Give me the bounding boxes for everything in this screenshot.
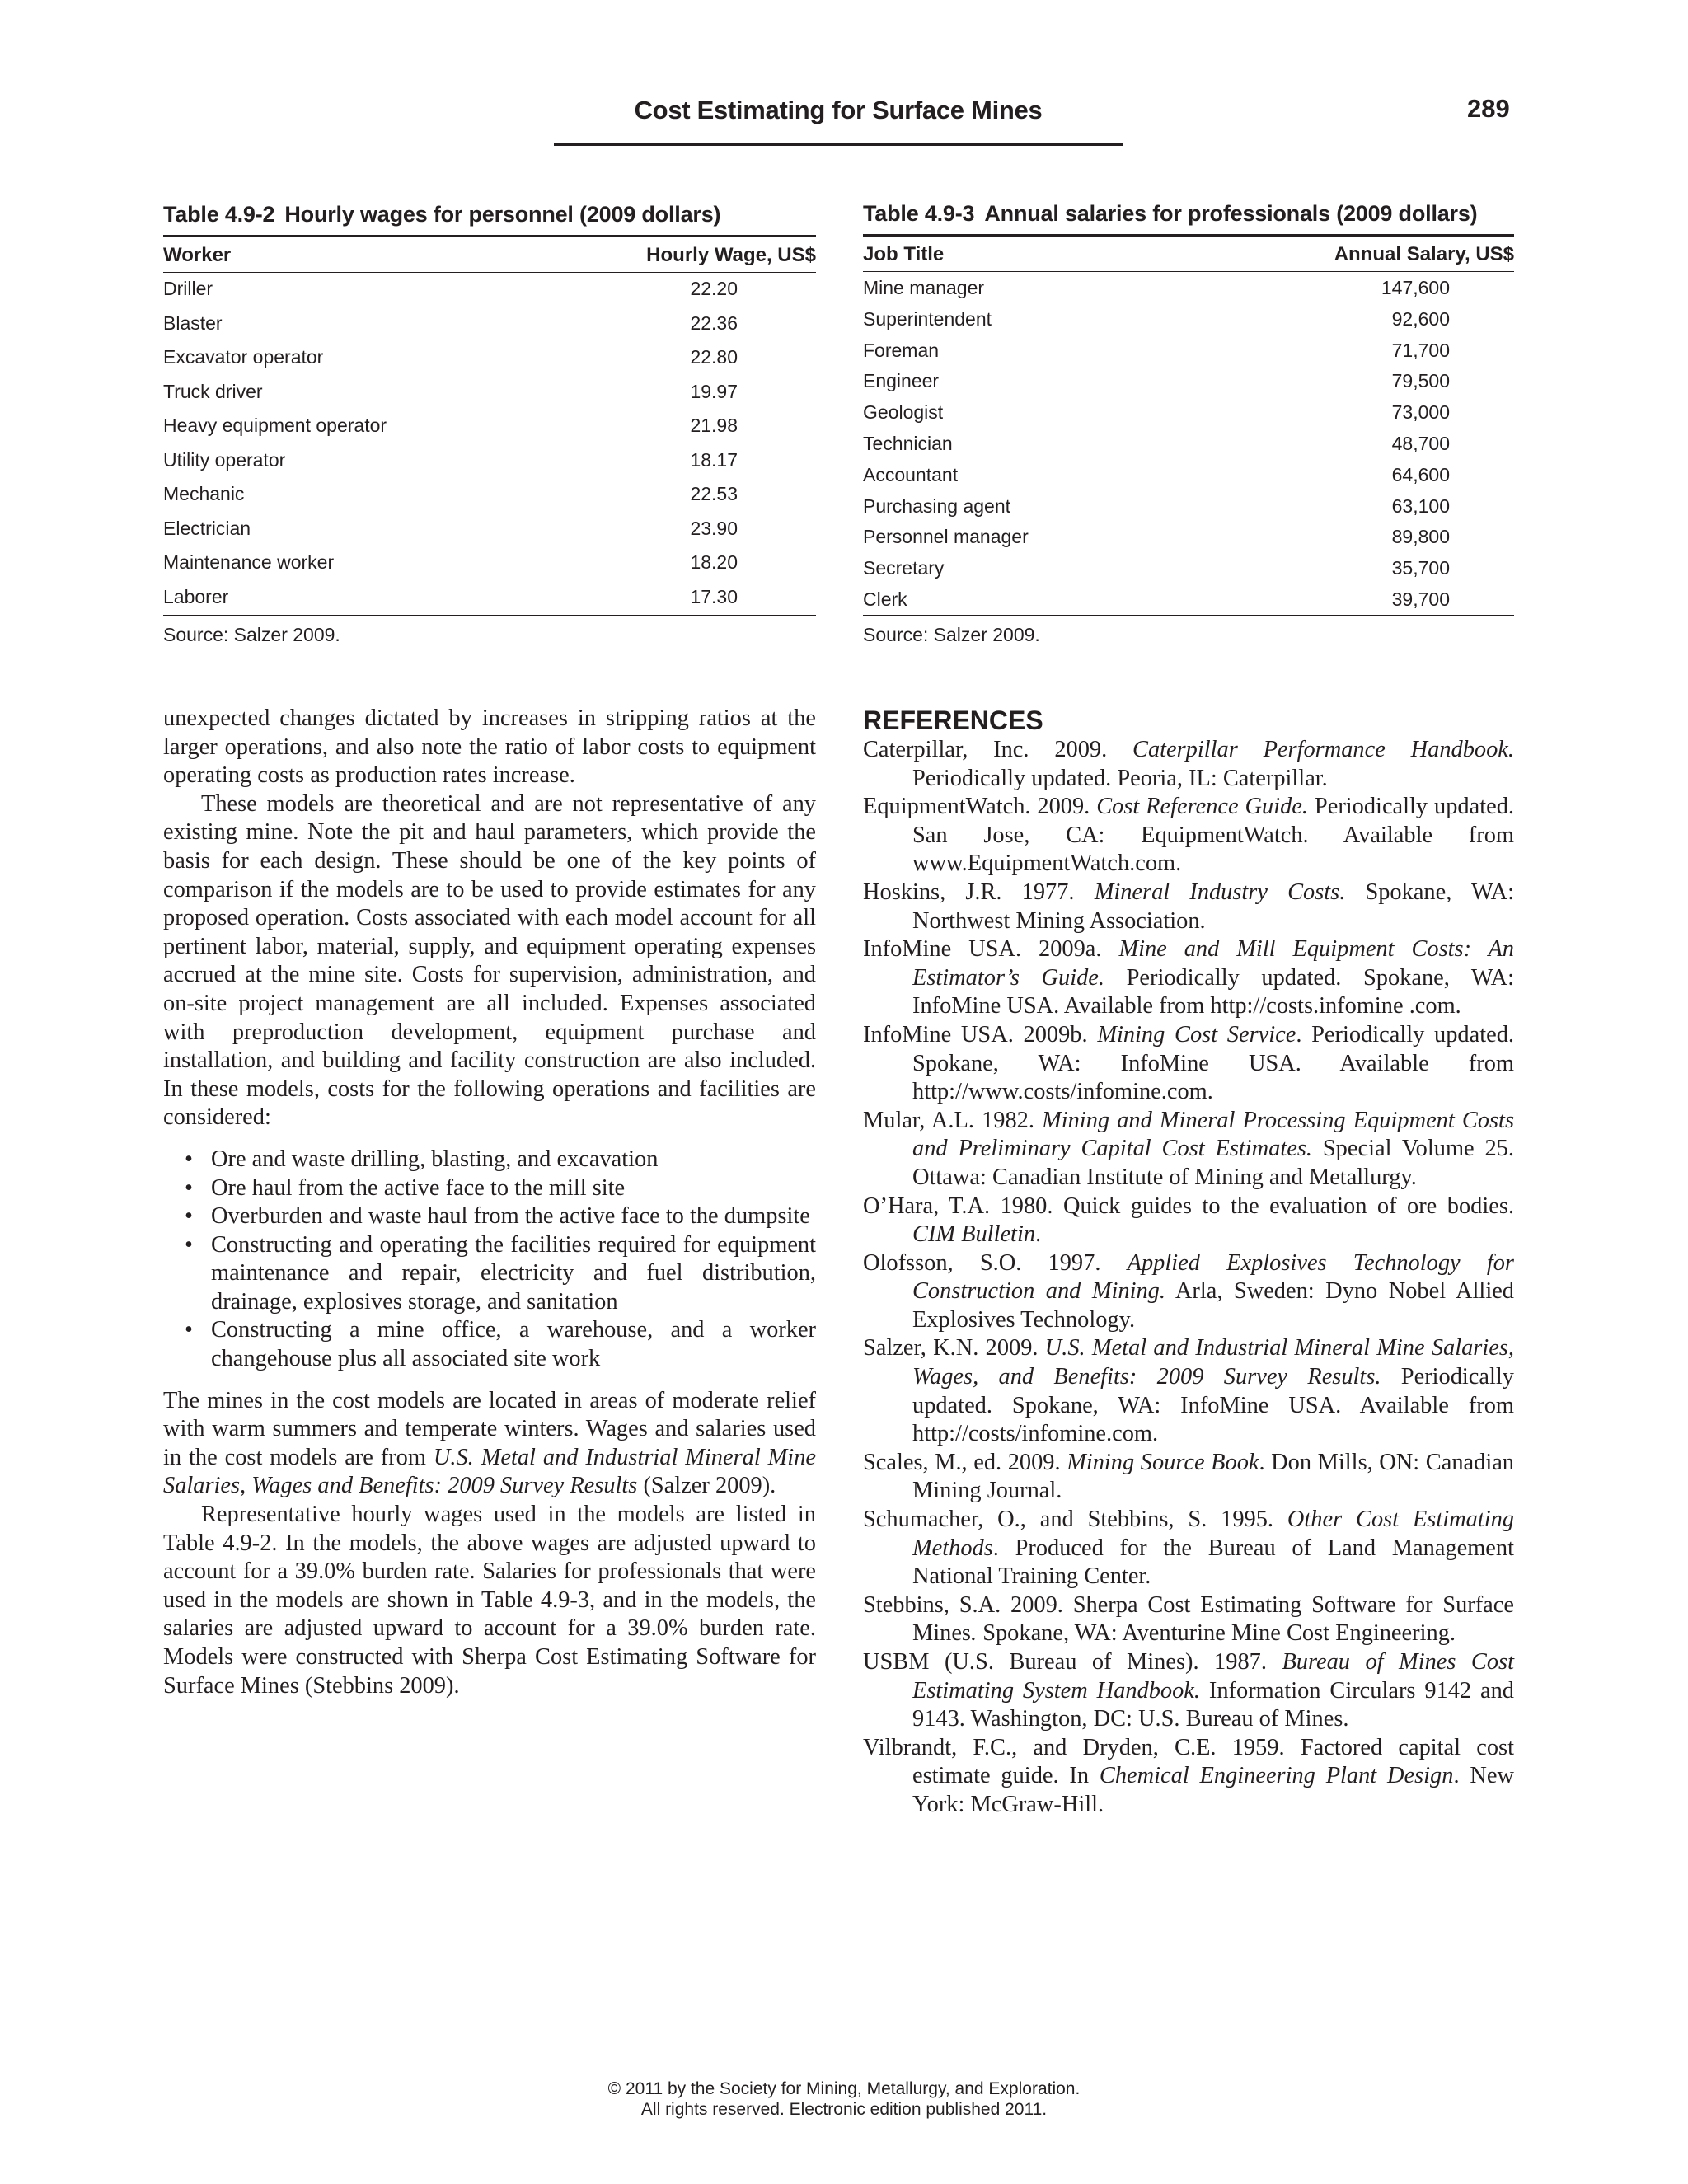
bullet-item [163, 1231, 816, 1317]
bullet-item [163, 1316, 816, 1373]
table-cell-value: 71,700 [1391, 339, 1450, 361]
reference-entry: Mular, A.L. 1982. Mining and Mineral Processing Equipment Costs and Preliminary Capital Cost Estimates. Special Volume 25. Ottawa: Canadian Institute of Mining and Metallurgy. [863, 1107, 1515, 1190]
table-cell-value: 22.20 [690, 278, 738, 299]
table-row [863, 335, 1514, 366]
bullet-marker: • [185, 1231, 193, 1258]
table-cell-value: 18.20 [690, 551, 738, 573]
table-row [863, 459, 1514, 490]
table-cell-label: Mechanic [163, 483, 245, 504]
copyright-footer [0, 2079, 1688, 2120]
table-hourly-wages [163, 202, 816, 646]
table-cell-label: Secretary [863, 557, 945, 579]
body-paragraph: These models are theoretical and are not representative of any existing mine. Note the pit and haul parameters, which provide the basis for each design. These should be one of the key points of comparison if the models are to be used to provide estimates for any proposed operation. Costs associated with each model account for all pertinent labor, material, supply, and equipment operating expenses accrued at the mine site. Costs for supervision, administration, and on-site project management are all included. Expenses associated with preproduction development, equipment purchase and installation, and building and facility construction are also included. In these models, costs for the following operations and facilities are considered: [163, 790, 816, 1131]
table-number: Table 4.9-3 [863, 201, 975, 226]
table-cell-label: Excavator operator [163, 346, 324, 368]
table-source: Source: Salzer 2009. [163, 624, 340, 645]
table-cell-label: Superintendent [863, 307, 992, 330]
table-cell-value: 19.97 [690, 380, 738, 402]
table-body [863, 272, 1514, 615]
table-row [163, 478, 816, 513]
reference-entry: Stebbins, S.A. 2009. Sherpa Cost Estimating Software for Surface Mines. Spokane, WA: Aventurine Mine Cost Engineering. [863, 1591, 1514, 1647]
reference-title: U.S. Metal and Industrial Mineral Mine Salaries, Wages, and Benefits: 2009 Survey Results. [912, 1335, 1514, 1390]
table-row [163, 376, 816, 410]
references-section [863, 705, 1514, 1820]
bullet-marker: • [185, 1146, 193, 1172]
table-row [863, 365, 1514, 396]
running-header [554, 89, 1123, 146]
table-cell-value: 63,100 [1391, 494, 1450, 517]
table-cell-value: 64,600 [1391, 463, 1450, 485]
reference-title: Chemical Engineering Plant Design [1099, 1763, 1454, 1789]
table-row [863, 303, 1514, 335]
table-cell-value: 17.30 [690, 585, 738, 607]
reference-title: Mine and Mill Equipment Costs: An Estimator’s Guide. [912, 936, 1514, 991]
reference-title: Bureau of Mines Cost Estimating System Handbook. [912, 1649, 1514, 1704]
column-header-job-title: Job Title [863, 243, 945, 265]
body-paragraph: The mines in the cost models are located in areas of moderate relief with warm summers and temperate winters. Wages and salaries used in the cost models are from U.S. Metal and Industrial Mineral Mine Salaries, Wages and Benefits: 2009 Survey Results (Salzer 2009). [163, 1387, 816, 1499]
table-title: Hourly wages for personnel (2009 dollars) [284, 202, 721, 227]
reference-title: Mineral Industry Costs. [1094, 879, 1346, 905]
table-cell-value: 79,500 [1391, 370, 1450, 392]
bullet-text: Constructing a mine office, a warehouse, and a worker changehouse plus all associated site work [211, 1317, 816, 1372]
reference-title: Other Cost Estimating Methods [912, 1507, 1514, 1561]
table-cell-value: 73,000 [1391, 401, 1450, 424]
reference-entry: Schumacher, O., and Stebbins, S. 1995. Other Cost Estimating Methods. Produced for the Bureau of Land Management National Training Center. [863, 1507, 1514, 1590]
reference-entry: InfoMine USA. 2009a. Mine and Mill Equipment Costs: An Estimator’s Guide. Periodically updated. Spokane, WA: InfoMine USA. Available from http://costs.infomine .com. [863, 936, 1514, 1019]
table-cell-value: 22.53 [690, 483, 738, 504]
reference-title: . [970, 1620, 978, 1647]
table-cell-label: Blaster [163, 312, 223, 334]
column-header-worker: Worker [163, 244, 232, 266]
reference-title: Applied Explosives Technology for Construction and Mining. [912, 1249, 1514, 1305]
table-title: Annual salaries for professionals (2009 dollars) [984, 201, 1478, 226]
bullet-marker: • [185, 1203, 193, 1230]
table-cell-label: Truck driver [163, 380, 263, 402]
table-cell-label: Engineer [863, 370, 940, 392]
body-left-column [163, 705, 816, 1700]
body-paragraph: Representative hourly wages used in the models are listed in Table 4.9-2. In the models, the above wages are adjusted upward to account for a 39.0% burden rate. Salaries for professionals that were used in the models are shown in Table 4.9-3, and in the models, the salaries are adjusted upward to account for a 39.0% burden rate. Models were constructed with Sherpa Cost Estimating Software for Surface Mines (Stebbins 2009). [163, 1502, 816, 1699]
bullet-item [163, 1174, 816, 1203]
table-cell-label: Driller [163, 278, 213, 299]
bullet-list [163, 1146, 816, 1374]
bullet-text: Constructing and operating the facilities required for equipment maintenance and repair, electricity and fuel distribution, drainage, explosives storage, and sanitation [211, 1231, 816, 1315]
table-row [163, 273, 816, 307]
table-cell-label: Utility operator [163, 448, 286, 471]
table-cell-value: 23.90 [690, 517, 738, 539]
reference-title: Mining Source Book [1067, 1449, 1259, 1475]
table-cell-label: Mine manager [863, 277, 985, 298]
bullet-marker: • [185, 1174, 193, 1201]
table-header-row [863, 237, 1514, 271]
reference-entry: Salzer, K.N. 2009. U.S. Metal and Industrial Mineral Mine Salaries, Wages, and Benefits: 2009 Survey Results. Periodically updated. Spokane, WA: InfoMine USA. Available from http://costs/infomine.com. [863, 1335, 1514, 1447]
bullet-item [163, 1202, 816, 1231]
table-cell-value: 89,800 [1391, 526, 1450, 548]
reference-title: CIM Bulletin [912, 1221, 1036, 1248]
table-row [163, 581, 816, 616]
table-cell-label: Foreman [863, 339, 940, 361]
table-caption [163, 202, 816, 235]
reference-entry: Vilbrandt, F.C., and Dryden, C.E. 1959. Factored capital cost estimate guide. In Chemical Engineering Plant Design. New York: McGraw-Hill. [863, 1734, 1514, 1817]
bullet-text: Ore and waste drilling, blasting, and excavation [211, 1146, 659, 1172]
table-row [163, 513, 816, 547]
table-cell-label: Personnel manager [863, 526, 1029, 548]
table-header-row [163, 237, 816, 272]
reference-entry: USBM (U.S. Bureau of Mines). 1987. Bureau of Mines Cost Estimating System Handbook. Information Circulars 9142 and 9143. Washington, DC: U.S. Bureau of Mines. [863, 1649, 1514, 1732]
table-cell-value: 147,600 [1381, 277, 1450, 298]
table-caption [863, 201, 1514, 234]
running-title: Cost Estimating for Surface Mines [634, 96, 1043, 124]
table-cell-label: Clerk [863, 588, 907, 610]
table-row [863, 272, 1514, 303]
table-row [163, 410, 816, 444]
table-row [863, 521, 1514, 552]
table-cell-label: Geologist [863, 401, 944, 424]
table-cell-value: 18.17 [690, 448, 738, 471]
table-cell-label: Maintenance worker [163, 551, 335, 573]
reference-entry: Hoskins, J.R. 1977. Mineral Industry Costs. Spokane, WA: Northwest Mining Association. [863, 879, 1514, 934]
bullet-item [163, 1146, 816, 1174]
column-header-annual-salary: Annual Salary, US$ [1334, 243, 1514, 265]
table-cell-value: 48,700 [1391, 432, 1450, 454]
table-cell-value: 22.80 [690, 346, 738, 368]
reference-entry: Olofsson, S.O. 1997. Applied Explosives Technology for Construction and Mining. Arla, Sweden: Dyno Nobel Allied Explosives Technology. [863, 1249, 1515, 1333]
reference-title: Cost Reference Guide. [1096, 794, 1309, 820]
table-row [163, 546, 816, 581]
reference-list [863, 736, 1514, 1820]
table-cell-value: 35,700 [1391, 557, 1450, 579]
bullet-text: Overburden and waste haul from the active face to the dumpsite [211, 1203, 810, 1230]
reference-title: Mining and Mineral Processing Equipment Costs and Preliminary Capital Cost Estimates. [912, 1107, 1514, 1162]
table-cell-value: 92,600 [1391, 307, 1450, 330]
reference-entry: Scales, M., ed. 2009. Mining Source Book. Don Mills, ON: Canadian Mining Journal. [863, 1449, 1514, 1504]
table-row [863, 583, 1514, 615]
table-cell-value: 22.36 [690, 312, 738, 334]
table-annual-salaries [863, 201, 1514, 646]
table-cell-label: Heavy equipment operator [163, 415, 387, 436]
reference-entry: O’Hara, T.A. 1980. Quick guides to the evaluation of ore bodies. CIM Bulletin. [863, 1193, 1514, 1248]
table-row [863, 490, 1514, 522]
bullet-text: Ore haul from the active face to the mill site [211, 1174, 626, 1201]
reference-entry: InfoMine USA. 2009b. Mining Cost Service. Periodically updated. Spokane, WA: InfoMine USA. Available from http://www.costs/infomine.com. [863, 1021, 1514, 1105]
table-cell-label: Purchasing agent [863, 494, 1011, 517]
bullet-marker: • [185, 1317, 193, 1343]
table-row [163, 307, 816, 342]
table-body [163, 273, 816, 615]
table-number: Table 4.9-2 [163, 202, 275, 227]
reference-entry: EquipmentWatch. 2009. Cost Reference Guide. Periodically updated. San Jose, CA: EquipmentWatch. Available from www.EquipmentWatch.com. [863, 794, 1514, 877]
table-row [863, 428, 1514, 459]
reference-entry: Caterpillar, Inc. 2009. Caterpillar Performance Handbook. Periodically updated. Peoria, IL: Caterpillar. [863, 737, 1514, 791]
table-cell-value: 21.98 [690, 415, 738, 436]
body-paragraph: unexpected changes dictated by increases in stripping ratios at the larger operations, and also note the ratio of labor costs to equipment operating costs as production rates increase. [163, 705, 816, 789]
table-cell-label: Technician [863, 432, 953, 454]
reference-title: Mining Cost Service [1097, 1021, 1296, 1047]
footer-line: © 2011 by the Society for Mining, Metallurgy, and Exploration. [607, 2079, 1081, 2098]
table-row [863, 396, 1514, 428]
table-cell-value: 39,700 [1391, 588, 1450, 610]
table-cell-label: Laborer [163, 585, 229, 607]
table-row [163, 341, 816, 376]
table-cell-label: Accountant [863, 463, 959, 485]
table-row [863, 552, 1514, 583]
column-header-hourly-wage: Hourly Wage, US$ [646, 244, 816, 266]
footer-line: All rights reserved. Electronic edition published 2011. [640, 2100, 1048, 2119]
page-number: 289 [1467, 94, 1510, 123]
reference-title: Caterpillar Performance Handbook. [1132, 737, 1514, 762]
references-heading: REFERENCES [863, 705, 1043, 735]
cited-title: U.S. Metal and Industrial Mineral Mine Salaries, Wages and Benefits: 2009 Survey Results [163, 1444, 816, 1499]
table-source: Source: Salzer 2009. [863, 623, 1040, 645]
table-cell-label: Electrician [163, 517, 251, 539]
table-row [163, 444, 816, 479]
